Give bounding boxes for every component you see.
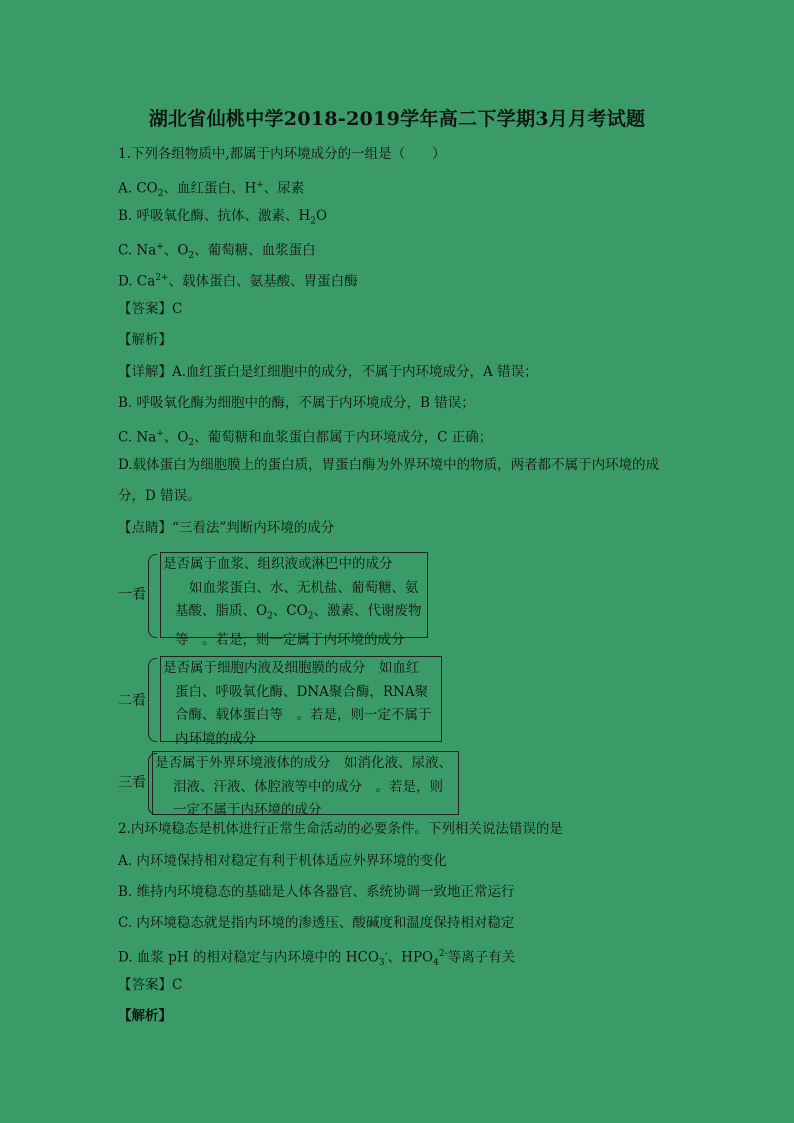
q2-option-b: B. 维持内环境稳态的基础是人体各器官、系统协调一致地正常运行	[118, 884, 515, 900]
q1-detail-b: B. 呼吸氧化酶为细胞中的酶，不属于内环境成分，B 错误；	[118, 395, 475, 411]
q2-analysis-heading: 【解析】	[118, 1008, 172, 1024]
box3	[152, 751, 459, 818]
box2-label: 二看	[118, 693, 146, 709]
box3-line3: 一定不属于内环境的成分	[173, 802, 322, 818]
box1-label: 一看	[118, 587, 146, 603]
q1-option-d: D. $Ca^{2+}$、载体蛋白、氨基酸、胃蛋白酶	[118, 273, 358, 290]
box1-brace	[148, 554, 157, 638]
box3-line1: 是否属于外界环境液体的成分 如消化液、尿液、	[155, 755, 452, 771]
q1-option-c: C. Na+、$O_2$、葡萄糖、血浆蛋白	[118, 242, 316, 262]
box1-line2: 如血浆蛋白、水、无机盐、葡萄糖、氨	[189, 579, 419, 596]
q1-detail-d-line1: D.载体蛋白为细胞膜上的蛋白质，胃蛋白酶为外界环境中的物质，两者都不属于内环境的成	[118, 457, 660, 473]
box2-brace	[148, 658, 157, 742]
q1-detail-c: C. Na+、$O_2$、葡萄糖和血浆蛋白都属于内环境成分，C 正确；	[118, 429, 493, 449]
q1-option-b: B. 呼吸氧化酶、抗体、激素、$H_2O$	[118, 208, 328, 227]
q1-answer: 【答案】C	[118, 301, 183, 317]
q1-detail-a: 【详解】A.血红蛋白是红细胞中的成分，不属于内环境成分，A 错误；	[118, 364, 538, 380]
box2-line2: 蛋白、呼吸氧化酶、DNA聚合酶，RNA聚	[175, 683, 429, 700]
box3-line2: 泪液、汗液、体腔液等中的成分 。若是，则	[173, 778, 443, 795]
box2-line1: 是否属于细胞内液及细胞膜的成分 如血红	[163, 660, 420, 676]
q2-stem: 2.内环境稳态是机体进行正常生命活动的必要条件。下列相关说法错误的是	[118, 821, 563, 837]
box2	[160, 656, 442, 747]
q1-detail-d-line2: 分，D 错误。	[118, 488, 201, 504]
q2-option-d: D. 血浆 pH 的相对稳定与内环境中的 $HCO_3^-$、$HPO_4^{2-}$等离子有关	[118, 949, 516, 969]
q1-option-a: A. $CO_2$、血红蛋白、H+、尿素	[118, 180, 305, 200]
box1-line1: 是否属于血浆、组织液或淋巴中的成分	[163, 556, 393, 572]
q1-stem: 1.下列各组物质中,都属于内环境成分的一组是（ ）	[118, 146, 446, 162]
q1-tip: 【点睛】“三看法”判断内环境的成分	[118, 520, 335, 536]
box2-line3: 合酶、载体蛋白等 。若是，则一定不属于	[175, 707, 432, 723]
box1	[160, 552, 428, 649]
box3-label: 三看	[118, 775, 146, 791]
q2-answer: 【答案】C	[118, 977, 183, 993]
q2-option-c: C. 内环境稳态就是指内环境的渗透压、酸碱度和温度保持相对稳定	[118, 915, 515, 931]
box1-line3: 基酸、脂质、$O_2$、$CO_2$、激素、代谢废物	[175, 603, 422, 622]
q1-analysis-heading: 【解析】	[118, 332, 172, 348]
q2-option-a: A. 内环境保持相对稳定有利于机体适应外界环境的变化	[118, 853, 447, 869]
page-title: 湖北省仙桃中学2018-2019学年高二下学期3月月考试题	[148, 108, 646, 130]
box2-line4: 内环境的成分	[175, 730, 256, 747]
box1-line4: 等 。若是，则一定属于内环境的成分	[175, 632, 405, 649]
